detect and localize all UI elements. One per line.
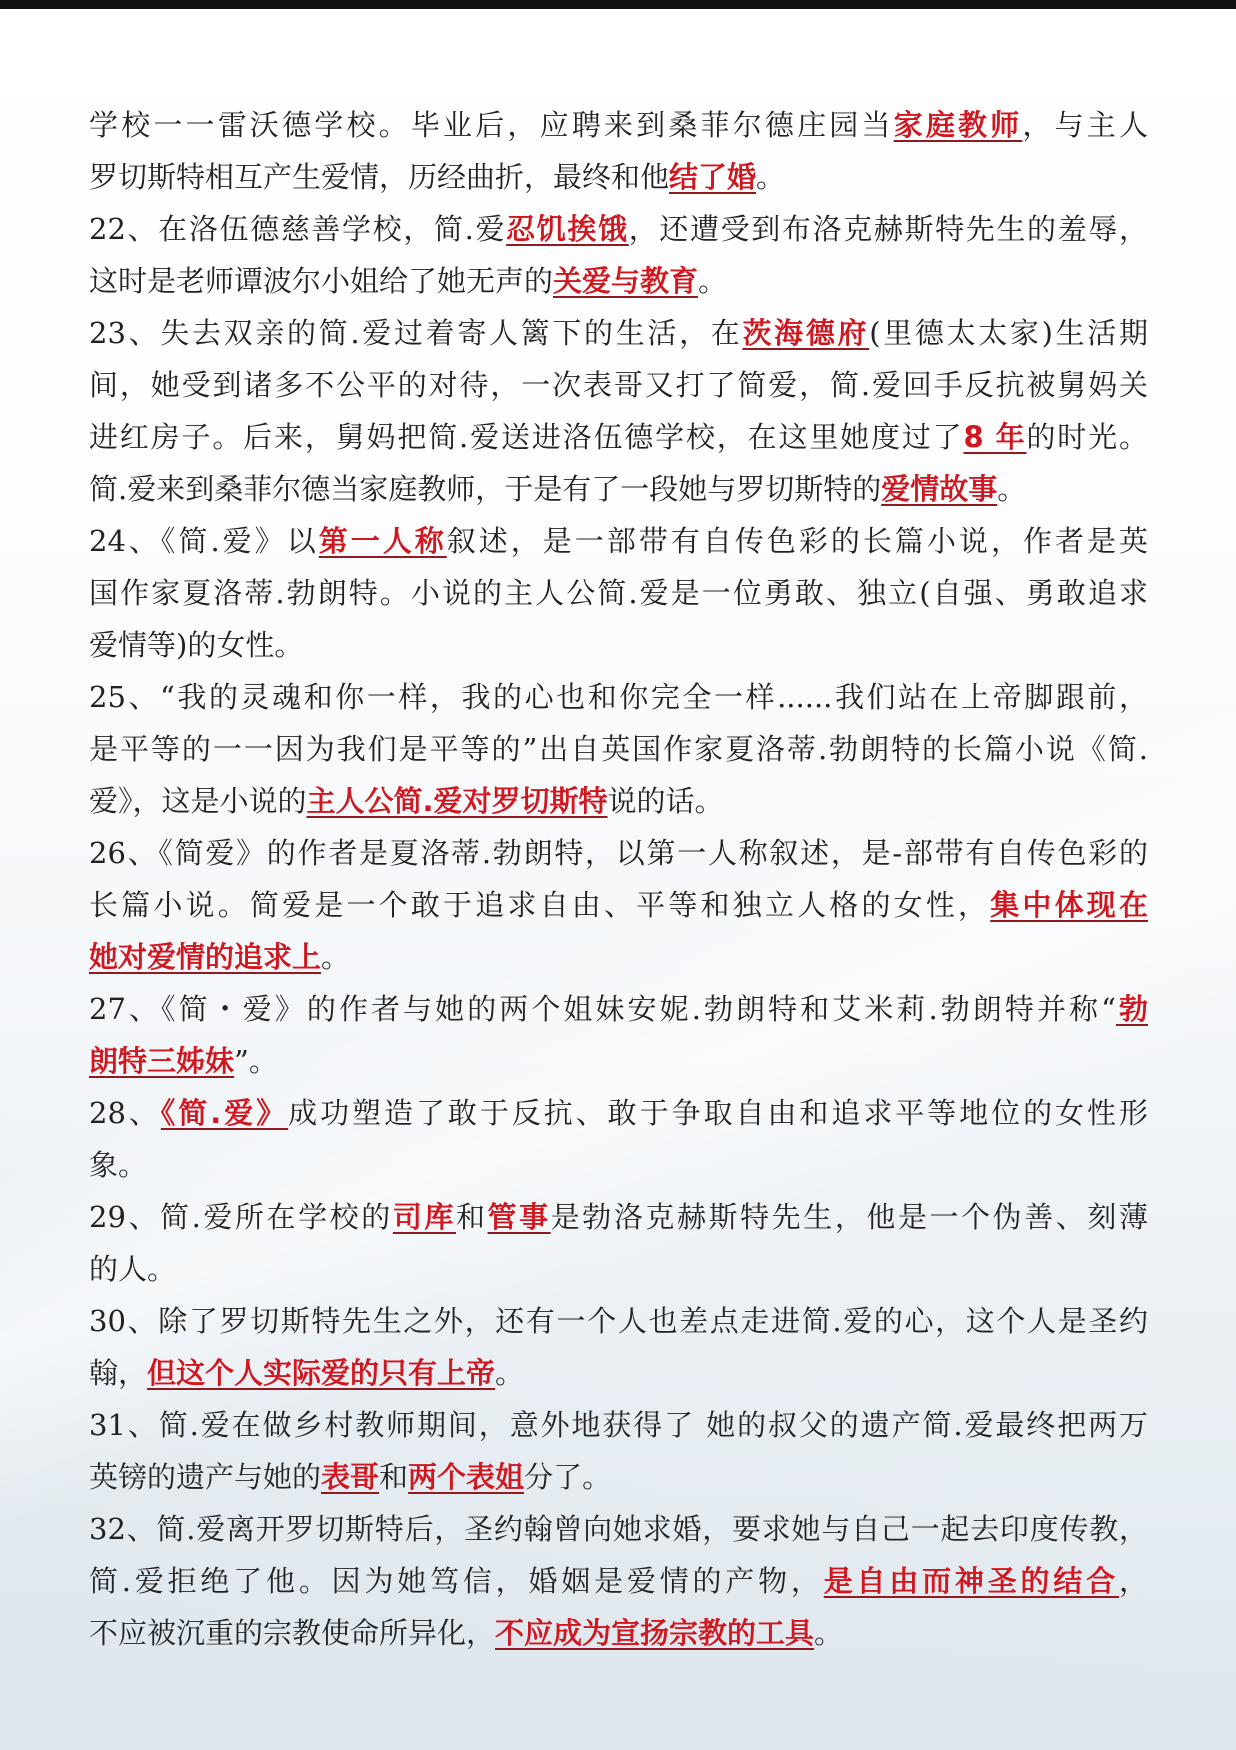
paragraph	[89, 99, 1148, 203]
text-run: 25、“我的灵魂和你一样，我的心也和你完全一样......我们站在上帝脚跟前，	[89, 680, 1148, 714]
answer-highlight: 司库	[392, 1200, 456, 1234]
answer-highlight: 忍饥挨饿	[506, 212, 629, 246]
answer-highlight: 集中体现在	[990, 888, 1148, 922]
paragraph	[89, 1503, 1148, 1659]
text-run: 不应被沉重的宗教使命所异化，	[89, 1616, 496, 1650]
text-run: 27、《简・爱》的作者与她的两个姐妹安妮.勃朗特和艾米莉.勃朗特并称“	[89, 992, 1116, 1026]
text-run: 这时是老师谭波尔小姐给了她无声的	[89, 264, 554, 298]
paragraph	[89, 1399, 1148, 1503]
text-run: 31、简.爱在做乡村教师期间，意外地获得了 她的叔父的遗产简.爱最终把两万	[89, 1408, 1148, 1442]
paragraph	[89, 515, 1148, 671]
text-run: 。	[495, 1356, 525, 1390]
text-run: ”。	[234, 1044, 278, 1078]
text-run: 象。	[89, 1148, 148, 1182]
answer-highlight: 主人公简.爱对罗切斯特	[306, 784, 608, 818]
answer-highlight: 关爱与教育	[553, 264, 699, 298]
paragraph	[89, 827, 1148, 983]
paragraph	[89, 203, 1148, 307]
text-run: 。	[997, 472, 1027, 506]
text-line	[89, 515, 1148, 567]
text-line	[89, 1295, 1148, 1347]
text-line	[89, 1243, 1148, 1295]
text-run: ，还遭受到布洛克赫斯特先生的羞辱，	[628, 212, 1148, 246]
text-line	[89, 827, 1148, 879]
text-run: 国作家夏洛蒂.勃朗特。小说的主人公简.爱是一位勇敢、独立(自强、勇敢追求	[89, 576, 1148, 610]
text-run: 和	[455, 1200, 488, 1234]
answer-highlight: 茨海德府	[742, 316, 870, 350]
answer-highlight: 勃	[1115, 992, 1148, 1026]
paragraph	[89, 671, 1148, 827]
text-run: 说的话。	[607, 784, 724, 818]
text-run: 简.爱来到桑菲尔德当家庭教师，于是有了一段她与罗切斯特的	[89, 472, 882, 506]
top-status-bar	[0, 0, 1236, 9]
text-line	[89, 1347, 1148, 1399]
text-run: 简.爱拒绝了他。因为她笃信，婚姻是爱情的产物，	[89, 1564, 824, 1598]
text-run: 。	[814, 1616, 844, 1650]
text-line	[89, 723, 1148, 775]
answer-highlight: 家庭教师	[893, 108, 1023, 142]
answer-highlight: 第一人称	[318, 524, 447, 558]
text-line	[89, 151, 1148, 203]
paragraph	[89, 307, 1148, 515]
text-run: 翰，	[89, 1356, 148, 1390]
text-line	[89, 619, 1148, 671]
paragraph	[89, 983, 1148, 1087]
text-run: 26、《简爱》的作者是夏洛蒂.勃朗特，以第一人称叙述，是-部带有自传色彩的	[89, 836, 1148, 870]
text-run: 爱情等)的女性。	[89, 628, 304, 662]
text-line	[89, 879, 1148, 931]
text-line	[89, 307, 1148, 359]
text-line	[89, 463, 1148, 515]
text-line	[89, 1451, 1148, 1503]
text-line	[89, 1087, 1148, 1139]
text-run: 爱》，这是小说的	[89, 784, 307, 818]
document-body	[89, 99, 1148, 1659]
text-run: 罗切斯特相互产生爱情，历经曲折，最终和他	[89, 160, 670, 194]
text-run: 。	[698, 264, 728, 298]
text-line	[89, 983, 1148, 1035]
text-line	[89, 1399, 1148, 1451]
text-line	[89, 1503, 1148, 1555]
text-run: 长篇小说。简爱是一个敢于追求自由、平等和独立人格的女性，	[89, 888, 991, 922]
text-run: 英镑的遗产与她的	[89, 1460, 322, 1494]
text-run: 32、简.爱离开罗切斯特后，圣约翰曾向她求婚，要求她与自己一起去印度传教，	[89, 1512, 1148, 1546]
answer-highlight: 她对爱情的追求上	[89, 940, 322, 974]
text-run: 学校一一雷沃德学校。毕业后，应聘来到桑菲尔德庄园当	[89, 108, 894, 142]
text-run: 是平等的一一因为我们是平等的”出自英国作家夏洛蒂.勃朗特的长篇小说《简.	[89, 732, 1148, 766]
answer-highlight: 是自由而神圣的结合	[823, 1564, 1119, 1598]
text-line	[89, 1139, 1148, 1191]
answer-highlight: 表哥	[321, 1460, 380, 1494]
answer-highlight: 但这个人实际爱的只有上帝	[147, 1356, 496, 1390]
text-line	[89, 1191, 1148, 1243]
answer-highlight: 管事	[487, 1200, 551, 1234]
text-run: 28、	[89, 1096, 161, 1130]
text-run: 和	[379, 1460, 409, 1494]
text-line	[89, 411, 1148, 463]
text-run: ，与主人	[1022, 108, 1148, 142]
text-run: 30、除了罗切斯特先生之外，还有一个人也差点走进简.爱的心，这个人是圣约	[89, 1304, 1148, 1338]
text-line	[89, 567, 1148, 619]
text-line	[89, 1555, 1148, 1607]
answer-highlight: 结了婚	[669, 160, 757, 194]
text-run: 分了。	[524, 1460, 612, 1494]
text-run: 间，她受到诸多不公平的对待，一次表哥又打了简爱，简.爱回手反抗被舅妈关	[89, 368, 1148, 402]
paragraph	[89, 1295, 1148, 1399]
text-line	[89, 255, 1148, 307]
text-run: ，	[1118, 1564, 1148, 1598]
answer-highlight: 朗特三姊妹	[89, 1044, 235, 1078]
text-run: 成功塑造了敢于反抗、敢于争取自由和追求平等地位的女性形	[288, 1096, 1148, 1130]
answer-highlight: 不应成为宣扬宗教的工具	[495, 1616, 815, 1650]
text-line	[89, 99, 1148, 151]
text-run: 24、《简.爱》以	[89, 524, 319, 558]
text-line	[89, 359, 1148, 411]
text-run: 23、失去双亲的简.爱过着寄人篱下的生活，在	[89, 316, 743, 350]
text-run: 进红房子。后来，舅妈把简.爱送进洛伍德学校，在这里她度过了	[89, 420, 964, 454]
text-run: 。	[756, 160, 786, 194]
text-run: 22、在洛伍德慈善学校，简.爱	[89, 212, 507, 246]
text-line	[89, 671, 1148, 723]
text-run: 的人。	[89, 1252, 177, 1286]
text-line	[89, 203, 1148, 255]
paragraph	[89, 1191, 1148, 1295]
text-line	[89, 775, 1148, 827]
text-run: 。	[321, 940, 351, 974]
answer-highlight: 8 年	[963, 420, 1027, 454]
text-run: (里德太太家)生活期	[869, 316, 1148, 350]
text-run: 29、简.爱所在学校的	[89, 1200, 393, 1234]
text-run: 叙述，是一部带有自传色彩的长篇小说，作者是英	[446, 524, 1148, 558]
text-line	[89, 931, 1148, 983]
text-line	[89, 1035, 1148, 1087]
answer-highlight: 爱情故事	[881, 472, 998, 506]
text-line	[89, 1607, 1148, 1659]
text-run: 的时光。	[1026, 420, 1148, 454]
text-run: 是勃洛克赫斯特先生，他是一个伪善、刻薄	[550, 1200, 1148, 1234]
paragraph	[89, 1087, 1148, 1191]
answer-highlight: 两个表姐	[408, 1460, 525, 1494]
answer-highlight: 《简.爱》	[160, 1096, 289, 1130]
